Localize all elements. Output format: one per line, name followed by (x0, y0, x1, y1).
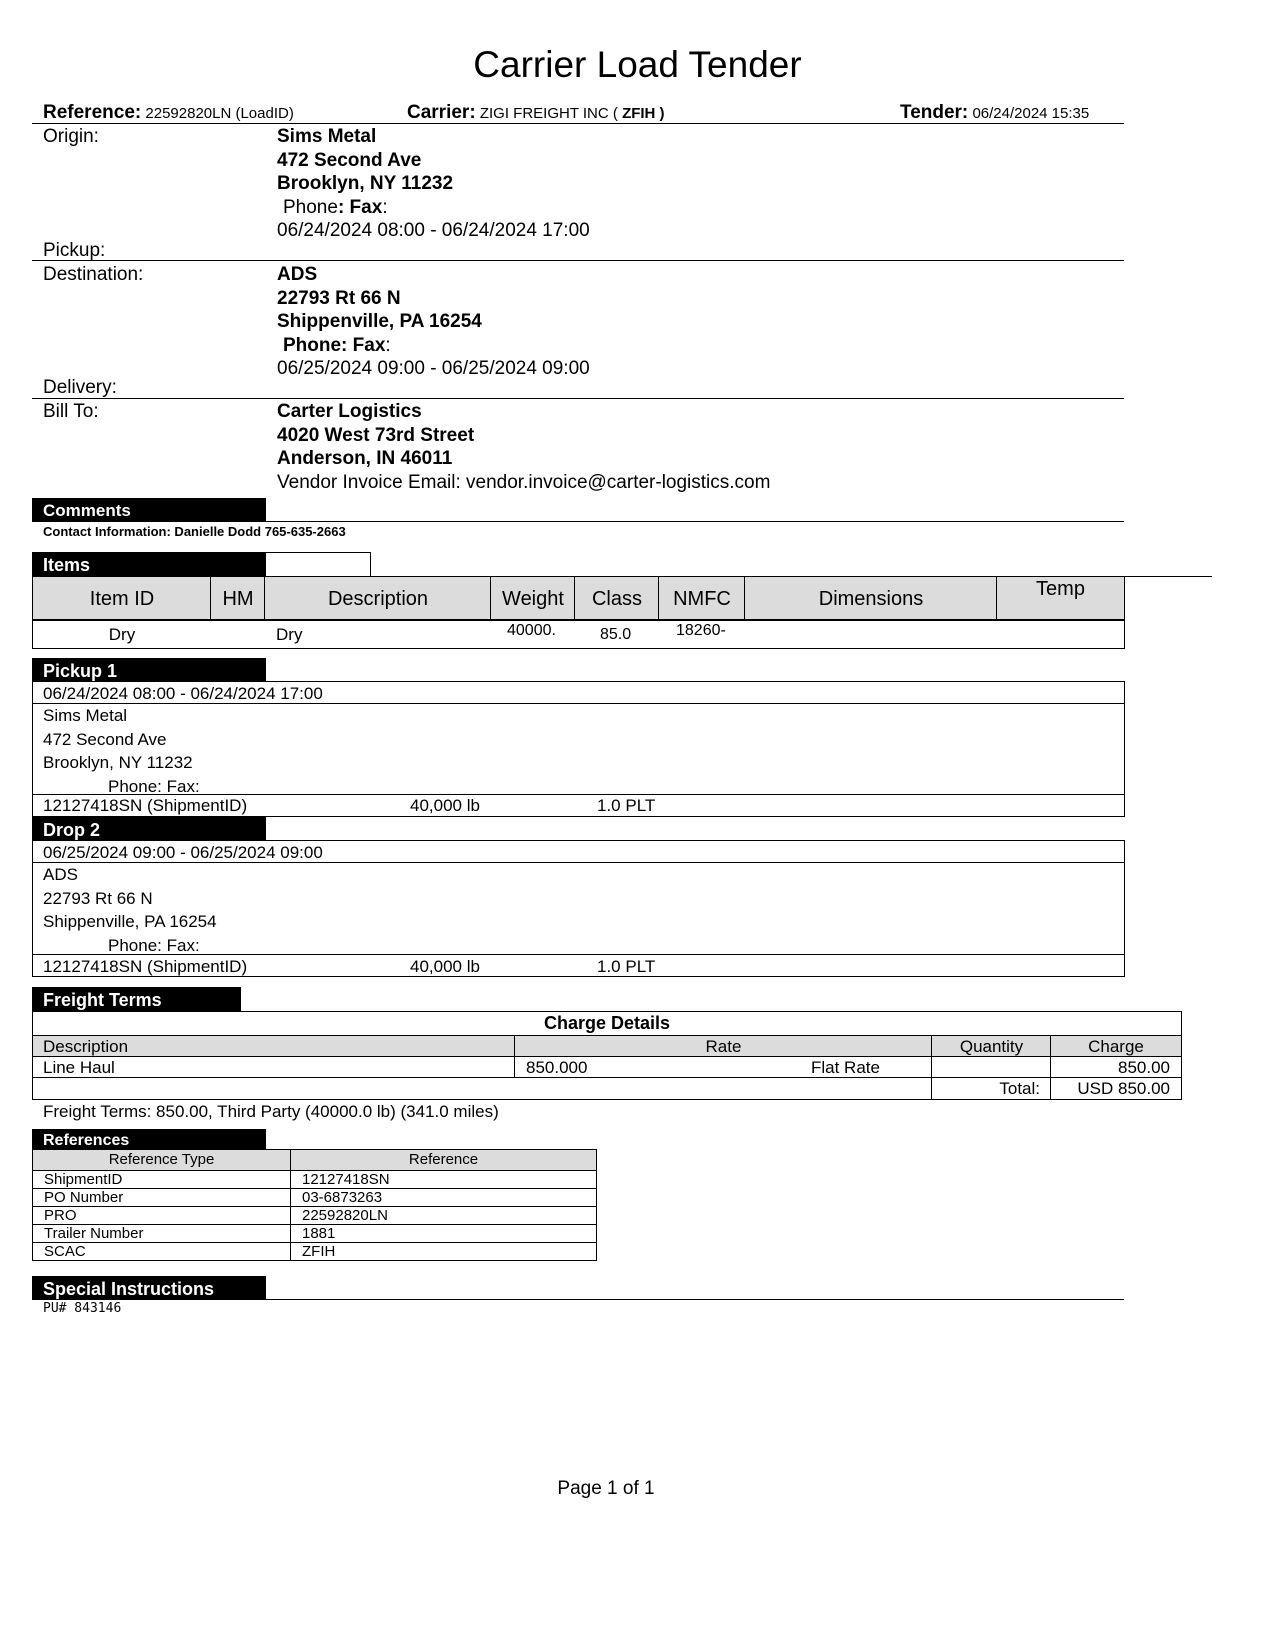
reference-type: PRO (33, 1207, 291, 1225)
comments-text: Contact Information: Danielle Dodd 765-635-2663 (43, 524, 346, 539)
pickup1-qty: 1.0 PLT (597, 796, 656, 815)
charge-details-title: Charge Details (543, 1013, 671, 1033)
pickup1-shipment: 12127418SN (ShipmentID) (43, 796, 248, 815)
divider (32, 123, 1124, 124)
reference-value: ZFIH (291, 1243, 597, 1261)
destination-city: Shippenville, PA 16254 (277, 311, 482, 332)
items-title-tab (265, 552, 371, 577)
divider (1050, 1056, 1051, 1100)
reference-value: 22592820LN (291, 1207, 597, 1225)
special-instructions-text: PU# 843146 (43, 1301, 122, 1316)
reference-type: ShipmentID (33, 1171, 291, 1189)
origin-block (277, 125, 590, 243)
divider (32, 398, 1124, 399)
bill-to-city: Anderson, IN 46011 (277, 448, 453, 469)
drop2-address-block (43, 863, 217, 957)
reference-label: Reference: (43, 102, 142, 123)
origin-name: Sims Metal (277, 126, 377, 147)
table-row (33, 1207, 597, 1225)
bill-to-block (277, 400, 770, 494)
table-row (33, 1243, 597, 1261)
references-header-row (33, 1150, 597, 1171)
pickup1-weight: 40,000 lb (410, 796, 480, 815)
line-haul-charge: 850.00 (1118, 1058, 1170, 1077)
freight-terms-title: Freight Terms (32, 987, 241, 1011)
charge-col-description: Description (32, 1035, 516, 1057)
origin-address: 472 Second Ave (277, 149, 422, 171)
reference-type: SCAC (33, 1243, 291, 1261)
items-col-hm: HM (210, 576, 266, 620)
origin-label: Origin: (43, 126, 99, 147)
table-row (33, 1225, 597, 1243)
item-weight-cell: 40000. (507, 622, 556, 639)
items-col-temp: Temp (996, 576, 1125, 620)
bill-to-email: Vendor Invoice Email: vendor.invoice@carter-logistics.com (277, 471, 771, 493)
pickup1-phone: Phone: Fax: (108, 776, 200, 796)
total-value: USD 850.00 (1077, 1079, 1170, 1098)
divider (32, 260, 1124, 261)
items-col-item-id: Item ID (32, 576, 212, 620)
item-nmfc-cell: 18260- (676, 622, 726, 639)
drop2-name: ADS (43, 865, 78, 884)
references-col-type: Reference Type (33, 1150, 291, 1171)
tender-header (900, 102, 1089, 124)
charge-col-charge: Charge (1050, 1035, 1182, 1057)
bill-to-name: Carter Logistics (277, 401, 422, 422)
reference-type: PO Number (33, 1189, 291, 1207)
special-instructions-title: Special Instructions (32, 1276, 266, 1300)
pickup1-city: Brooklyn, NY 11232 (43, 753, 193, 772)
origin-city: Brooklyn, NY 11232 (277, 173, 454, 194)
items-col-weight: Weight (490, 576, 576, 620)
destination-name: ADS (277, 264, 318, 285)
divider (931, 1056, 932, 1100)
delivery-label: Delivery: (43, 377, 117, 398)
item-id-cell: Dry (108, 625, 136, 644)
drop2-phone: Phone: Fax: (108, 935, 200, 955)
charge-col-quantity: Quantity (931, 1035, 1052, 1057)
charge-col-rate: Rate (514, 1035, 933, 1057)
divider (266, 1299, 1124, 1300)
divider (514, 1056, 515, 1078)
destination-label: Destination: (43, 264, 144, 285)
reference-header (43, 102, 294, 124)
page-title: Carrier Load Tender (473, 44, 802, 85)
items-col-dimensions: Dimensions (744, 576, 998, 620)
destination-block (277, 263, 590, 381)
drop2-qty: 1.0 PLT (597, 957, 656, 976)
carrier-label: Carrier: (407, 102, 476, 123)
references-table (32, 1149, 597, 1261)
reference-value: 22592820LN (LoadID) (145, 105, 294, 122)
references-col-reference: Reference (291, 1150, 597, 1171)
line-haul-rate-type: Flat Rate (811, 1058, 880, 1077)
reference-type: Trailer Number (33, 1225, 291, 1243)
reference-value: 03-6873263 (291, 1189, 597, 1207)
items-col-nmfc: NMFC (658, 576, 746, 620)
tender-label: Tender: (900, 102, 969, 123)
line-haul-rate: 850.000 (526, 1058, 588, 1077)
reference-value: 12127418SN (291, 1171, 597, 1189)
origin-fax-colon: : (382, 196, 388, 218)
carrier-value: ZIGI FREIGHT INC ( (479, 105, 618, 122)
items-title: Items (32, 552, 266, 576)
origin-fax-label: : Fax (337, 196, 383, 218)
divider (1124, 576, 1212, 577)
destination-window: 06/25/2024 09:00 - 06/25/2024 09:00 (277, 358, 590, 379)
pickup1-address-block (43, 704, 200, 798)
item-description-cell: Dry (276, 625, 303, 644)
divider (32, 1077, 1182, 1078)
line-haul-description: Line Haul (43, 1058, 115, 1077)
bill-to-address: 4020 West 73rd Street (277, 424, 475, 446)
pickup1-title: Pickup 1 (32, 658, 266, 682)
destination-phone-fax (277, 334, 590, 358)
drop2-address: 22793 Rt 66 N (43, 888, 153, 908)
origin-window: 06/24/2024 08:00 - 06/24/2024 17:00 (277, 220, 590, 241)
drop2-shipment: 12127418SN (ShipmentID) (43, 957, 248, 976)
tender-value: 06/24/2024 15:35 (972, 105, 1090, 122)
table-row (33, 1189, 597, 1207)
origin-phone-fax (277, 196, 590, 220)
pickup1-window: 06/24/2024 08:00 - 06/24/2024 17:00 (43, 684, 323, 703)
pickup1-name: Sims Metal (43, 706, 128, 725)
pickup1-address: 472 Second Ave (43, 729, 167, 749)
total-label: Total: (999, 1079, 1040, 1098)
carrier-scac: ZFIH ) (622, 105, 665, 122)
drop2-weight: 40,000 lb (410, 957, 480, 976)
destination-address: 22793 Rt 66 N (277, 287, 401, 309)
item-class-cell: 85.0 (600, 626, 632, 643)
bill-to-label: Bill To: (43, 401, 99, 422)
page-number: Page 1 of 1 (557, 1478, 655, 1499)
divider (266, 521, 1124, 522)
origin-phone-label: Phone (283, 196, 338, 218)
table-row (33, 1171, 597, 1189)
pickup-label: Pickup: (43, 240, 106, 261)
carrier-header (407, 102, 665, 124)
items-col-class: Class (574, 576, 660, 620)
drop2-title: Drop 2 (32, 817, 266, 841)
drop2-window: 06/25/2024 09:00 - 06/25/2024 09:00 (43, 843, 323, 862)
references-title: References (32, 1129, 266, 1150)
destination-fax-colon: : (385, 334, 391, 356)
destination-phone-label: Phone: Fax (283, 334, 386, 356)
freight-terms-text: Freight Terms: 850.00, Third Party (40000.0 lb) (341.0 miles) (43, 1102, 499, 1121)
comments-title: Comments (32, 498, 266, 522)
items-col-description: Description (264, 576, 492, 620)
drop2-city: Shippenville, PA 16254 (43, 912, 217, 931)
reference-value: 1881 (291, 1225, 597, 1243)
